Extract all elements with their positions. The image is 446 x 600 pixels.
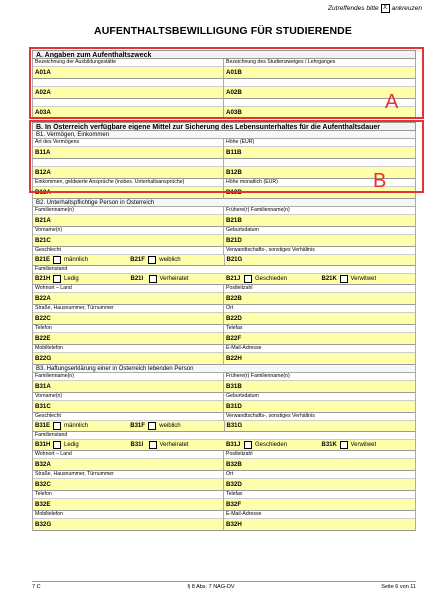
form-field[interactable]: B22H	[224, 353, 415, 365]
field-label: Familienname(n)	[33, 373, 223, 381]
checkbox[interactable]	[148, 256, 156, 264]
form-field[interactable]: A01B	[224, 67, 415, 79]
field-label: Telefax	[224, 325, 415, 333]
field-cell	[32, 325, 224, 345]
checkbox[interactable]	[53, 441, 61, 449]
form-field[interactable]: B31A	[33, 381, 223, 393]
field-label: Frühere(r) Familienname(n)	[224, 373, 415, 381]
field-cell	[224, 491, 416, 511]
field-row	[32, 285, 416, 305]
relationship-field[interactable]	[224, 421, 416, 431]
field-row	[32, 345, 416, 365]
form-field[interactable]: B12B	[224, 167, 415, 179]
field-cell	[224, 451, 416, 471]
field-label: Ort	[224, 471, 415, 479]
field-row	[32, 207, 416, 227]
field-label: Telefax	[224, 491, 415, 499]
form-field[interactable]: B32B	[224, 459, 415, 471]
annotation-box-a	[29, 47, 424, 119]
option-code: B31J	[226, 442, 241, 448]
form-field[interactable]: B21D	[224, 235, 415, 247]
form-title: AUFENTHALTSBEWILLIGUNG FÜR STUDIERENDE	[94, 25, 352, 37]
field-cell	[224, 247, 416, 255]
field-cell	[32, 413, 224, 421]
option-label: Verwitwet	[350, 276, 377, 282]
field-cell	[224, 207, 416, 227]
checkbox[interactable]	[53, 256, 61, 264]
field-row	[32, 227, 416, 247]
field-cell	[32, 451, 224, 471]
footer-reference: § 8 Abs. 7 NAG-DV	[187, 584, 235, 590]
field-label: Geschlecht	[33, 413, 223, 421]
marital-option[interactable]	[224, 440, 320, 450]
field-label: Verwandtschafts-, sonstiges Verhältnis	[224, 413, 415, 421]
option-code: B31H	[35, 442, 51, 448]
form-field[interactable]: B32G	[33, 519, 223, 531]
field-label: Bezeichnung des Studienzweiges / Lehrganges	[224, 59, 415, 67]
field-code: B31G	[226, 423, 243, 429]
field-cell	[32, 432, 416, 440]
field-row	[32, 373, 416, 393]
field-label: Art des Vermögens	[33, 139, 223, 147]
checkbox[interactable]	[53, 275, 61, 283]
form-field[interactable]: B22A	[33, 293, 223, 305]
form-field[interactable]: B11B	[224, 147, 415, 159]
gender-option[interactable]	[33, 421, 128, 431]
annotation-letter-a: A	[385, 91, 399, 113]
field-cell	[224, 345, 416, 365]
option-code: B21H	[35, 276, 51, 282]
field-cell	[32, 345, 224, 365]
field-label: Geburtsdatum	[224, 227, 415, 235]
checkbox[interactable]	[340, 275, 348, 283]
marital-option[interactable]	[129, 440, 225, 450]
form-field[interactable]: B11A	[33, 147, 223, 159]
field-label: Familienstand	[33, 432, 415, 440]
section-b3-header: B3. Haftungserklärung einer in Österreich lebenden Person	[32, 365, 416, 373]
option-label: männlich	[64, 423, 89, 429]
form-field[interactable]: B13A	[33, 187, 223, 199]
field-label: Postleitzahl	[224, 451, 415, 459]
field-cell	[32, 491, 224, 511]
field-label: Wohnort – Land	[33, 451, 223, 459]
option-label: Geschieden	[255, 276, 288, 282]
field-row	[32, 266, 416, 274]
field-row	[32, 432, 416, 440]
field-cell	[224, 325, 416, 345]
field-row	[32, 305, 416, 325]
field-label: Telefon	[33, 325, 223, 333]
field-cell	[32, 285, 224, 305]
field-label: Geschlecht	[33, 247, 223, 255]
gender-row	[32, 421, 416, 432]
checkbox[interactable]	[340, 441, 348, 449]
marital-option[interactable]	[33, 440, 129, 450]
field-label: Telefon	[33, 491, 223, 499]
section-a-header: A. Angaben zum Aufenthaltszweck	[32, 50, 416, 59]
option-label: Verheiratet	[159, 276, 189, 282]
form-field[interactable]: B13B	[224, 187, 415, 199]
option-code: B21F	[130, 257, 145, 263]
field-cell	[224, 413, 416, 421]
form-field[interactable]: B22B	[224, 293, 415, 305]
form-field[interactable]: A01A	[33, 67, 223, 79]
instruction-hint	[328, 4, 422, 13]
field-label: Familienstand	[33, 266, 415, 274]
form-field[interactable]: B32C	[33, 479, 223, 491]
hint-tail: ankreuzen	[391, 5, 422, 12]
form-field[interactable]: B21C	[33, 235, 223, 247]
form-field[interactable]: B22C	[33, 313, 223, 325]
option-label: Ledig	[64, 276, 79, 282]
option-code: B31K	[321, 442, 337, 448]
checkbox[interactable]	[53, 422, 61, 430]
field-label: Familienname(n)	[33, 207, 223, 215]
field-label: E-Mail-Adresse	[224, 511, 415, 519]
form-field[interactable]: B31B	[224, 381, 415, 393]
marital-option[interactable]	[224, 274, 320, 284]
field-label: Straße, Hausnummer, Türnummer	[33, 471, 223, 479]
field-label: Verwandtschafts-, sonstiges Verhältnis	[224, 247, 415, 255]
field-cell	[224, 511, 416, 531]
option-label: Verheiratet	[159, 442, 189, 448]
option-code: B21J	[226, 276, 241, 282]
field-cell	[32, 207, 224, 227]
marital-status-row	[32, 440, 416, 451]
option-label: weiblich	[159, 423, 181, 429]
field-label: Vorname(n)	[33, 393, 223, 401]
form-field[interactable]: B21B	[224, 215, 415, 227]
field-row	[32, 325, 416, 345]
form-field[interactable]: B32H	[224, 519, 415, 531]
form-field[interactable]: B32F	[224, 499, 415, 511]
field-row	[32, 393, 416, 413]
option-code: B31E	[35, 423, 51, 429]
field-label: Postleitzahl	[224, 285, 415, 293]
section-b-header: B. In Österreich verfügbare eigene Mittel zur Sicherung des Lebensunterhaltes für die Aufenthaltsdauer	[32, 122, 416, 131]
footer-code: 7 C	[32, 584, 41, 590]
field-label: Höhe monatlich (EUR)	[224, 179, 415, 187]
field-cell	[32, 373, 224, 393]
form-field[interactable]: B22G	[33, 353, 223, 365]
field-row	[32, 413, 416, 421]
field-cell	[224, 285, 416, 305]
form-field[interactable]: B32A	[33, 459, 223, 471]
form-field[interactable]: B32D	[224, 479, 415, 491]
gender-option[interactable]	[33, 255, 128, 265]
section-b2-header: B2. Unterhaltspflichtige Person in Österreich	[32, 199, 416, 207]
field-cell	[32, 266, 416, 274]
page-footer	[32, 581, 416, 592]
field-label: Frühere(r) Familienname(n)	[224, 207, 415, 215]
option-code: B31F	[130, 423, 145, 429]
form-field[interactable]: A02B	[224, 87, 415, 99]
field-label: E-Mail-Adresse	[224, 345, 415, 353]
form-field[interactable]: B31C	[33, 401, 223, 413]
checkbox[interactable]	[244, 275, 252, 283]
form-field[interactable]: B22E	[33, 333, 223, 345]
form-field[interactable]: A03B	[224, 107, 415, 119]
field-cell	[224, 373, 416, 393]
field-row	[32, 491, 416, 511]
field-row	[32, 511, 416, 531]
option-label: männlich	[64, 257, 89, 263]
form-field[interactable]: A03A	[33, 107, 223, 119]
field-label: Straße, Hausnummer, Türnummer	[33, 305, 223, 313]
form-field[interactable]: B12A	[33, 167, 223, 179]
relationship-field[interactable]	[224, 255, 416, 265]
field-row	[32, 451, 416, 471]
field-label: Einkommen, geldwerte Ansprüche (insbes. Unterhaltsansprüche)	[33, 179, 223, 187]
field-label: Vorname(n)	[33, 227, 223, 235]
field-cell	[224, 305, 416, 325]
gender-option[interactable]	[128, 421, 223, 431]
field-cell	[32, 247, 224, 255]
field-cell	[224, 471, 416, 491]
field-cell	[32, 305, 224, 325]
marital-option[interactable]	[320, 274, 416, 284]
checkbox[interactable]	[149, 275, 157, 283]
form-field[interactable]: A02A	[33, 87, 223, 99]
field-cell	[32, 393, 224, 413]
form-field[interactable]: B32E	[33, 499, 223, 511]
option-label: Verwitwet	[350, 442, 377, 448]
option-label: Geschieden	[255, 442, 288, 448]
gender-row	[32, 255, 416, 266]
form-field[interactable]: B21A	[33, 215, 223, 227]
form-field[interactable]: B22D	[224, 313, 415, 325]
option-code: B21K	[321, 276, 337, 282]
field-cell	[32, 471, 224, 491]
gender-option[interactable]	[128, 255, 223, 265]
field-label: Mobiltelefon	[33, 511, 223, 519]
field-row	[32, 471, 416, 491]
footer-page-number: Seite 6 von 11	[381, 584, 416, 590]
field-cell	[32, 227, 224, 247]
checkbox[interactable]	[149, 441, 157, 449]
hint-text: Zutreffendes bitte	[328, 5, 379, 12]
marital-option[interactable]	[33, 274, 129, 284]
field-label: Geburtsdatum	[224, 393, 415, 401]
field-label: Ort	[224, 305, 415, 313]
field-label: Bezeichnung der Ausbildungsstätte	[33, 59, 223, 67]
annotation-box-b	[29, 120, 424, 193]
marital-option[interactable]	[320, 440, 416, 450]
marital-option[interactable]	[129, 274, 225, 284]
section-b1-header: B1. Vermögen, Einkommen	[32, 131, 416, 139]
option-code: B21I	[130, 276, 144, 282]
form-field[interactable]: B22F	[224, 333, 415, 345]
annotation-letter-b: B	[373, 170, 387, 192]
checkbox-example-icon: X	[381, 4, 390, 13]
field-cell	[224, 393, 416, 413]
field-cell	[224, 227, 416, 247]
field-label: Mobiltelefon	[33, 345, 223, 353]
option-code: B31I	[130, 442, 144, 448]
option-label: Ledig	[64, 442, 79, 448]
field-row	[32, 247, 416, 255]
option-code: B21E	[35, 257, 51, 263]
field-label: Wohnort – Land	[33, 285, 223, 293]
field-code: B21G	[226, 257, 243, 263]
field-cell	[32, 511, 224, 531]
checkbox[interactable]	[148, 422, 156, 430]
marital-status-row	[32, 274, 416, 285]
form-field[interactable]: B31D	[224, 401, 415, 413]
option-label: weiblich	[159, 257, 181, 263]
checkbox[interactable]	[244, 441, 252, 449]
field-label: Höhe (EUR)	[224, 139, 415, 147]
